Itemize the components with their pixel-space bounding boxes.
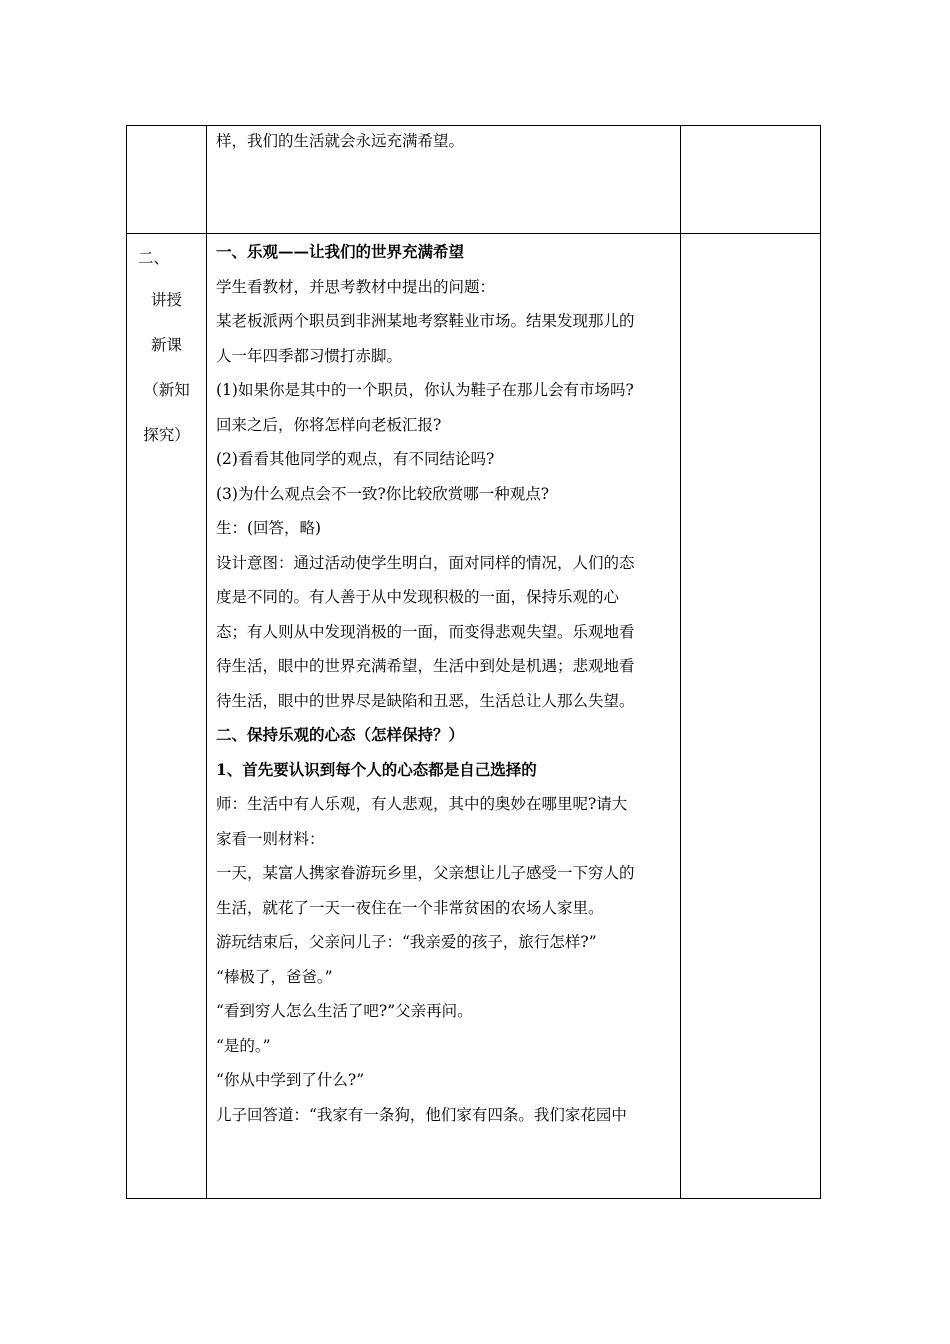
text-line: 度是不同的。有人善于从中发现积极的一面，保持乐观的心 <box>216 588 620 606</box>
text-line: “棒极了，爸爸。” <box>216 967 333 986</box>
text-line: 样，我们的生活就会永远充满希望。 <box>216 132 465 150</box>
text-line: 生：(回答，略) <box>216 519 322 537</box>
row2-notes-cell <box>681 234 821 1199</box>
text-line: 一天，某富人携家眷游玩乡里，父亲想让儿子感受一下穷人的 <box>216 864 635 882</box>
text-line: 待生活，眼中的世界尽是缺陷和丑恶，生活总让人那么失望。 <box>216 691 635 710</box>
row2-content-cell <box>207 234 681 1199</box>
text-line: 某老板派两个职员到非洲某地考察鞋业市场。结果发现那儿的 <box>216 312 635 330</box>
section-label-line: 讲授 <box>150 291 182 309</box>
section-label-line: 探究） <box>143 426 190 444</box>
text-line: 回来之后，你将怎样向老板汇报? <box>216 415 442 434</box>
section-label-line: 新课 <box>150 336 182 354</box>
text-line: 学生看教材，并思考教材中提出的问题： <box>216 277 496 296</box>
text-line: “你从中学到了什么?” <box>216 1071 365 1089</box>
text-line: 游玩结束后，父亲问儿子：“我亲爱的孩子，旅行怎样?” <box>216 933 597 951</box>
text-line: “是的。” <box>216 1036 271 1055</box>
section-heading: 一、乐观——让我们的世界充满希望 <box>216 242 465 261</box>
text-line: (1)如果你是其中的一个职员，你认为鞋子在那儿会有市场吗? <box>216 381 634 399</box>
table-row <box>127 234 821 1199</box>
text-line: 设计意图：通过活动使学生明白，面对同样的情况，人们的态 <box>216 553 635 572</box>
section-heading: 1、首先要认识到每个人的心态都是自己选择的 <box>216 759 537 779</box>
text-line: 待生活，眼中的世界充满希望，生活中到处是机遇；悲观地看 <box>216 657 635 675</box>
text-line: 家看一则材料： <box>216 829 325 848</box>
section-label-line: 二、 <box>138 249 170 267</box>
text-line: 人一年四季都习惯打赤脚。 <box>216 346 403 365</box>
text-line: (2)看看其他同学的观点，有不同结论吗? <box>216 450 495 468</box>
row1-content-cell <box>207 126 681 234</box>
text-line: “看到穷人怎么生活了吧?”父亲再问。 <box>216 1002 473 1020</box>
text-line: 儿子回答道：“我家有一条狗，他们家有四条。我们家花园中 <box>216 1105 627 1124</box>
row1-label-cell <box>127 126 207 234</box>
text-line: 生活，就花了一天一夜住在一个非常贫困的农场人家里。 <box>216 898 604 917</box>
row2-label-cell <box>127 234 207 1199</box>
lesson-plan-table <box>126 125 821 1199</box>
text-line: 态；有人则从中发现消极的一面，而变得悲观失望。乐观地看 <box>216 622 635 641</box>
table-row <box>127 126 821 234</box>
text-line: (3)为什么观点会不一致?你比较欣赏哪一种观点? <box>216 484 550 503</box>
text-line: 师：生活中有人乐观，有人悲观，其中的奥妙在哪里呢?请大 <box>216 795 628 813</box>
section-heading: 二、保持乐观的心态（怎样保持？） <box>216 725 465 744</box>
row1-notes-cell <box>681 126 821 234</box>
section-label-line: （新知 <box>143 381 190 399</box>
